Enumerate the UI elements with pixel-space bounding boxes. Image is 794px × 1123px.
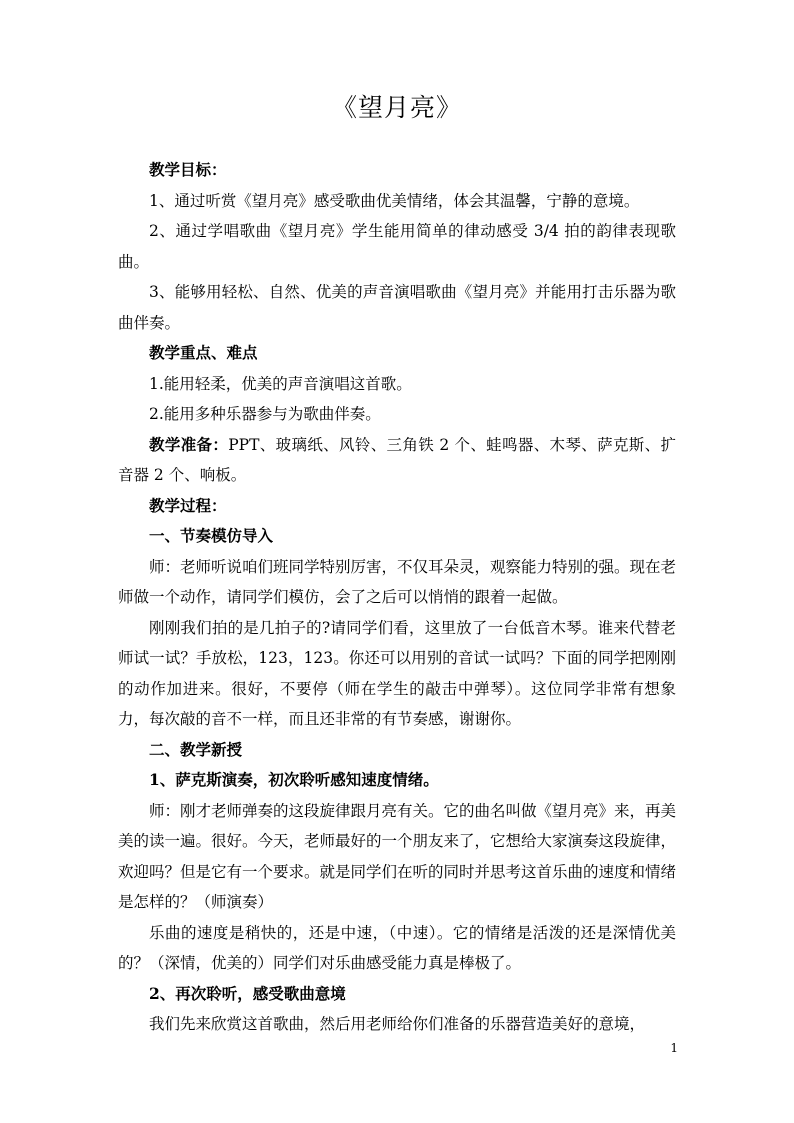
preparation-paragraph xyxy=(118,430,676,491)
preparation-label: 教学准备： xyxy=(149,434,229,454)
page-number: 1 xyxy=(670,1041,678,1055)
preparation-text: PPT、玻璃纸、风铃、三角铁 2 个、蛙鸣器、木琴、萨克斯、扩音器 2 个、响板。 xyxy=(118,435,676,484)
body-paragraph: 师：刚才老师弹奏的这段旋律跟月亮有关。它的曲名叫做《望月亮》来，再美美的读一遍。很好。今天，老师最好的一个朋友来了，它想给大家演奏这段旋律，欢迎吗？但是它有一个要求。就是同学们在听的同时并思考这首乐曲的速度和情绪是怎样的？（师演奏） xyxy=(118,801,677,911)
subsection-heading: 1、萨克斯演奏，初次聆听感知速度情绪。 xyxy=(149,770,439,789)
subsection-heading: 2、再次聆听，感受歌曲意境 xyxy=(149,983,346,1003)
key-point-item: 2.能用多种乐器参与为歌曲伴奏。 xyxy=(149,405,381,423)
objective-item: 2、通过学唱歌曲《望月亮》学生能用简单的律动感受 3/4 拍的韵律表现歌曲。 xyxy=(118,222,676,271)
body-paragraph: 乐曲的速度是稍快的，还是中速，（中速）。它的情绪是活泼的还是深情优美的？（深情，优美的）同学们对乐曲感受能力真是棒极了。 xyxy=(118,923,676,972)
subsection-heading: 二、教学新授 xyxy=(149,739,243,759)
document-body xyxy=(118,155,676,1040)
section-heading-process: 教学过程： xyxy=(149,495,227,515)
objective-item: 1、通过听赏《望月亮》感受歌曲优美情绪，体会其温馨，宁静的意境。 xyxy=(149,191,640,210)
body-paragraph: 我们先来欣赏这首歌曲，然后用老师给你们准备的乐器营造美好的意境， xyxy=(149,1015,646,1033)
subsection-heading: 一、节奏模仿导入 xyxy=(149,526,274,545)
section-heading-key-points: 教学重点、难点 xyxy=(149,343,258,362)
objective-item: 3、能够用轻松、自然、优美的声音演唱歌曲《望月亮》并能用打击乐器为歌曲伴奏。 xyxy=(118,283,676,332)
section-heading-objectives: 教学目标： xyxy=(149,160,227,179)
body-paragraph: 刚刚我们拍的是几拍子的?请同学们看，这里放了一台低音木琴。谁来代替老师试一试？手放松，123，123。你还可以用别的音试一试吗？下面的同学把刚刚的动作加进来。很好，不要停（师在学生的敲击中弹琴）。这位同学非常有想象力，每次敲的音不一样，而且还非常的有节奏感，谢谢你。 xyxy=(118,618,676,728)
key-point-item: 1.能用轻柔，优美的声音演唱这首歌。 xyxy=(149,374,412,393)
body-paragraph: 师：老师听说咱们班同学特别厉害，不仅耳朵灵，观察能力特别的强。现在老师做一个动作，请同学们模仿，会了之后可以悄悄的跟着一起做。 xyxy=(118,557,677,606)
document-title: 《望月亮》 xyxy=(331,93,462,122)
